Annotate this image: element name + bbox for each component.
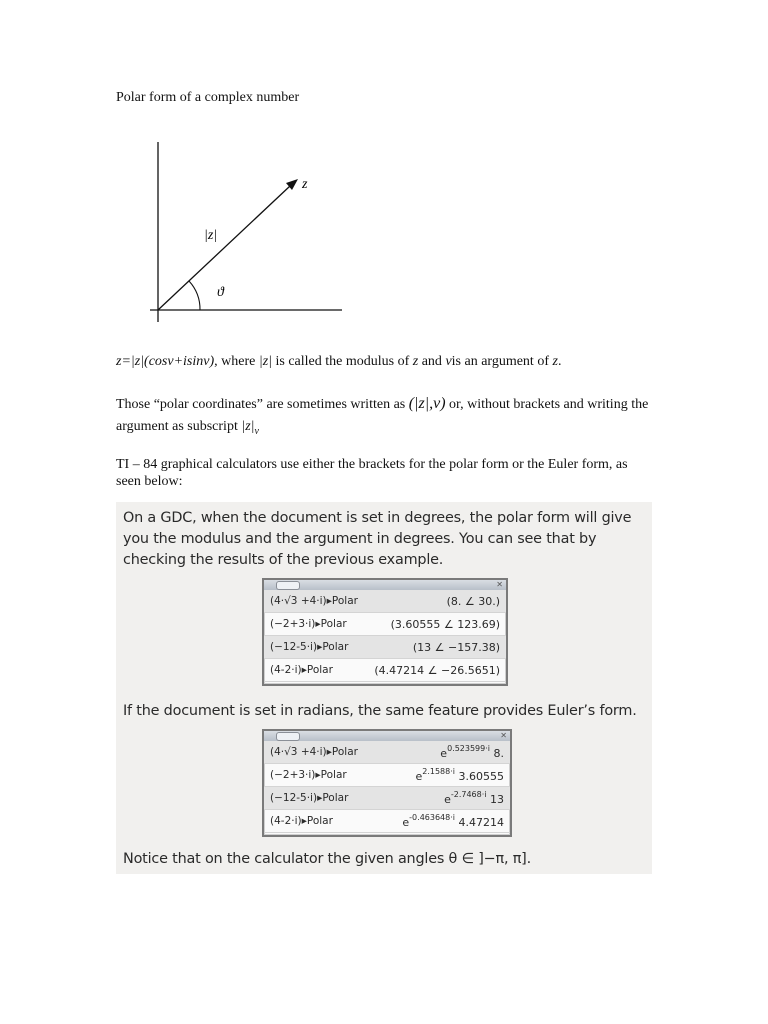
angle-label: ϑ — [217, 285, 224, 300]
calc-result: $e^{2.1588\cdot i}$ 3.60555 — [415, 767, 504, 783]
paragraph-text: or, without brackets and writing the argument as subscript — [116, 397, 649, 434]
complex-plane-diagram — [140, 130, 370, 330]
close-icon: ✕ — [496, 580, 503, 589]
calc-result: (4.47214 ∠ −26.5651) — [374, 663, 500, 677]
calc-row — [264, 741, 510, 764]
calc-input: (−2+3·i)▸Polar — [270, 618, 347, 630]
euler-exponent: -2.7468·i — [450, 790, 487, 799]
modulus-symbol: |z| — [258, 354, 272, 369]
calc-row — [264, 613, 506, 636]
calc-result: (13 ∠ −157.38) — [412, 640, 500, 654]
polar-coordinates-paragraph — [116, 393, 656, 443]
subscript-index: v — [254, 425, 259, 437]
euler-exponent: 0.523599·i — [447, 744, 490, 753]
calc-result: (3.60555 ∠ 123.69) — [390, 617, 500, 631]
calc-input: (−12-5·i)▸Polar — [270, 792, 349, 804]
angle-arc — [189, 281, 200, 310]
calc-row — [264, 787, 510, 810]
calc-input: (4·√3 +4·i)▸Polar — [270, 595, 358, 607]
calc-result: $e^{0.523599\cdot i}$ 8. — [440, 744, 504, 760]
calculator-title-bar — [264, 580, 506, 590]
modulus-vector — [158, 186, 290, 310]
variable-z: z — [412, 354, 419, 369]
degrees-paragraph: On a GDC, when the document is set in degrees, the polar form will give you the modulus and the argument in degrees. You can see that by checking the results of the previous example. — [123, 510, 632, 568]
calculator-paragraph: TI – 84 graphical calculators use either the brackets for the polar form or the Euler form, as seen below: — [116, 457, 628, 489]
euler-modulus: 4.47214 — [458, 816, 504, 829]
calc-input: (4-2·i)▸Polar — [270, 664, 333, 676]
calc-input: (4-2·i)▸Polar — [270, 815, 333, 827]
calculator-screen-degrees — [262, 578, 508, 686]
page-title: Polar form of a complex number — [116, 90, 300, 105]
calc-result: $e^{-2.7468\cdot i}$ 13 — [444, 790, 504, 806]
calc-result: $e^{-0.463648\cdot i}$ 4.47214 — [402, 813, 504, 829]
calc-input: (−2+3·i)▸Polar — [270, 769, 347, 781]
euler-exponent: 2.1588·i — [422, 767, 455, 776]
subscript-notation: |z| — [241, 419, 255, 434]
calc-result: (8. ∠ 30.) — [446, 594, 500, 608]
modulus-label: |z| — [204, 228, 218, 243]
formula-text: and — [418, 354, 446, 369]
formula-text: is called the modulus of — [272, 354, 413, 369]
euler-modulus: 13 — [490, 793, 504, 806]
calculator-history — [264, 590, 506, 682]
angle-range-note: Notice that on the calculator the given angles θ ∈ ]−π, π]. — [123, 851, 531, 867]
calculator-history — [264, 741, 510, 833]
calc-input: (4·√3 +4·i)▸Polar — [270, 746, 358, 758]
calc-row — [264, 590, 506, 613]
calc-row — [264, 636, 506, 659]
scanned-textbook-excerpt — [116, 502, 652, 874]
calculator-tab — [276, 732, 300, 741]
calc-row — [264, 810, 510, 833]
variable-z: z — [552, 354, 558, 369]
variable-v: v — [445, 354, 452, 369]
calculator-screen-radians — [262, 729, 512, 837]
calc-row — [264, 764, 510, 787]
calc-input: (−12-5·i)▸Polar — [270, 641, 349, 653]
euler-modulus: 8. — [493, 747, 504, 760]
calculator-title-bar — [264, 731, 510, 741]
calculator-tab — [276, 581, 300, 590]
euler-modulus: 3.60555 — [458, 770, 504, 783]
euler-exponent: -0.463648·i — [409, 813, 455, 822]
coordinate-pair: (|z|,v) — [408, 395, 446, 412]
formula-text: , where — [214, 354, 259, 369]
close-icon: ✕ — [500, 731, 507, 740]
polar-formula-line — [116, 353, 676, 370]
formula-text: . — [557, 354, 562, 369]
formula-text: is an argument of — [451, 354, 553, 369]
calc-row — [264, 659, 506, 682]
point-label: z — [302, 177, 308, 192]
paragraph-text: Those “polar coordinates” are sometimes written as — [116, 397, 409, 412]
radians-paragraph: If the document is set in radians, the same feature provides Euler’s form. — [123, 703, 637, 719]
polar-formula: z=|z|(cosv+isinv) — [116, 354, 215, 369]
